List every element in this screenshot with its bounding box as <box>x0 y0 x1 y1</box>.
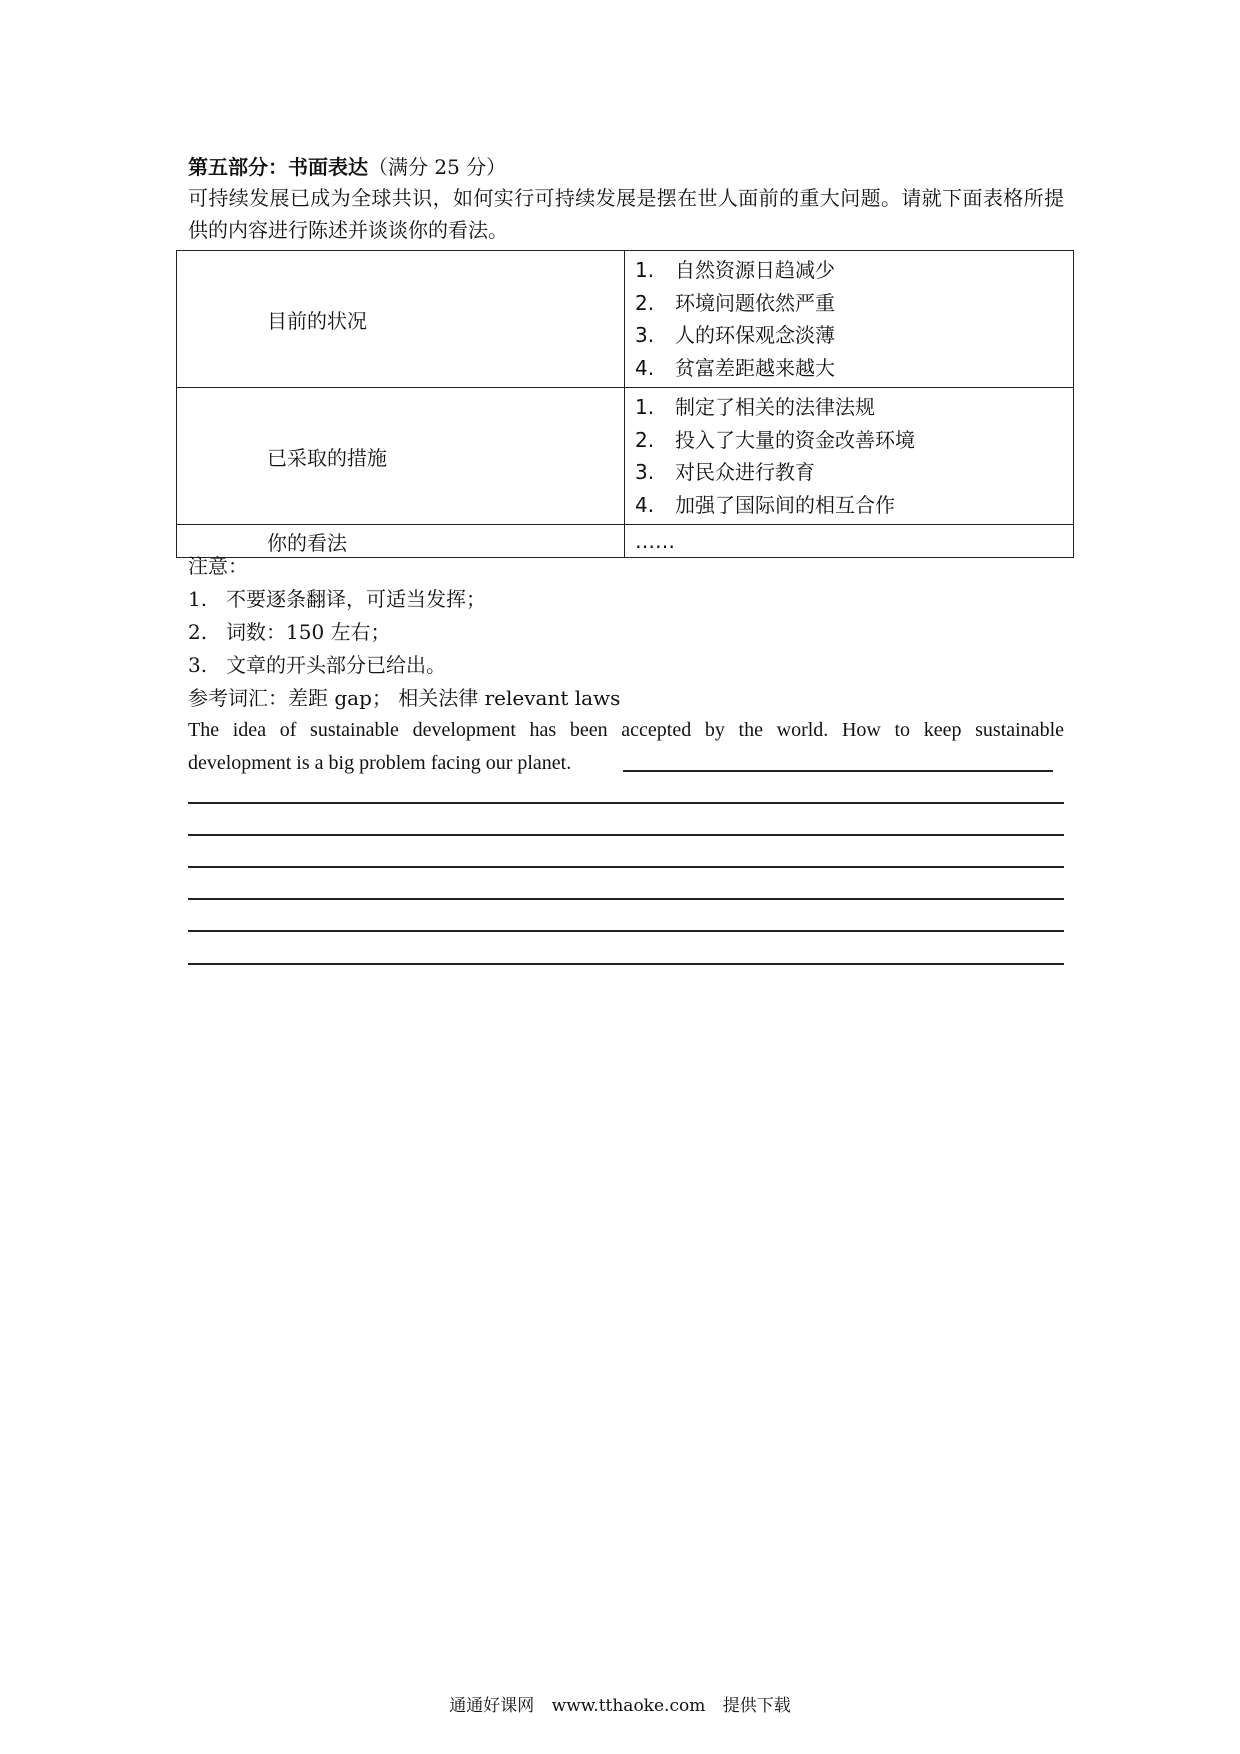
note-number: 3. <box>188 653 208 677</box>
answer-line[interactable] <box>188 898 1064 900</box>
list-item <box>635 287 1073 320</box>
row-value: …… <box>625 525 1074 558</box>
footer-note: 提供下载 <box>722 1696 791 1716</box>
answer-line[interactable] <box>188 834 1064 836</box>
note-number: 1. <box>188 587 208 611</box>
item-number: 1. <box>635 258 655 282</box>
item-text: 环境问题依然严重 <box>675 290 835 315</box>
note-text: 不要逐条翻译，可适当发挥； <box>226 587 486 611</box>
note-number: 2. <box>188 620 208 644</box>
note-item <box>188 649 1064 682</box>
notes-section <box>188 550 1064 715</box>
list-item <box>635 319 1073 352</box>
item-text: 加强了国际间的相互合作 <box>675 492 895 517</box>
row-label: 目前的状况 <box>177 251 625 388</box>
note-text: 词数：150 左右； <box>226 620 391 644</box>
item-number: 4. <box>635 492 655 517</box>
section-score-note: （满分 25 分） <box>368 155 507 179</box>
item-text: 人的环保观念淡薄 <box>675 323 835 347</box>
section-header <box>188 152 1064 246</box>
note-item <box>188 583 1064 616</box>
list-item <box>635 424 1073 457</box>
answer-line[interactable] <box>188 963 1064 965</box>
row-label: 你的看法 <box>177 525 625 558</box>
answer-line[interactable] <box>623 770 1053 772</box>
section-title-bold: 第五部分：书面表达 <box>188 155 368 179</box>
essay-opening-line-2: development is a big problem facing our planet. <box>188 752 572 774</box>
item-number: 1. <box>635 395 655 419</box>
list-item <box>635 352 1073 385</box>
row-items <box>625 251 1074 388</box>
page-footer <box>0 1694 1240 1718</box>
reference-vocabulary: 参考词汇：差距 gap； 相关法律 relevant laws <box>188 686 621 710</box>
item-number: 3. <box>635 323 655 347</box>
essay-opening-line-1: The idea of sustainable development has been accepted by the world. How to keep sustainable <box>188 719 1064 741</box>
info-table <box>176 250 1074 558</box>
item-number: 2. <box>635 427 655 452</box>
task-instructions: 可持续发展已成为全球共识，如何实行可持续发展是摆在世人面前的重大问题。请就下面表格所提供的内容进行陈述并谈谈你的看法。 <box>188 186 1064 242</box>
item-number: 2. <box>635 290 655 315</box>
item-number: 4. <box>635 355 655 380</box>
item-text: 制定了相关的法律法规 <box>675 395 875 419</box>
answer-line[interactable] <box>188 866 1064 868</box>
notes-heading: 注意： <box>188 554 248 578</box>
note-text: 文章的开头部分已给出。 <box>226 653 446 677</box>
item-number: 3. <box>635 460 655 484</box>
item-text: 自然资源日趋减少 <box>675 258 835 282</box>
row-label: 已采取的措施 <box>177 388 625 525</box>
item-text: 贫富差距越来越大 <box>675 355 835 380</box>
answer-line[interactable] <box>188 802 1064 804</box>
list-item <box>635 456 1073 489</box>
row-items <box>625 388 1074 525</box>
list-item <box>635 254 1073 287</box>
item-text: 投入了大量的资金改善环境 <box>675 427 915 452</box>
footer-url: www.tthaoke.com <box>551 1696 706 1716</box>
item-text: 对民众进行教育 <box>675 460 815 484</box>
table-row-current-situation <box>177 251 1074 388</box>
table-row-measures-taken <box>177 388 1074 525</box>
list-item <box>635 489 1073 522</box>
list-item <box>635 391 1073 424</box>
answer-line[interactable] <box>188 930 1064 932</box>
note-item <box>188 616 1064 649</box>
footer-site-name: 通通好课网 <box>449 1696 535 1716</box>
section-title <box>188 152 1064 182</box>
